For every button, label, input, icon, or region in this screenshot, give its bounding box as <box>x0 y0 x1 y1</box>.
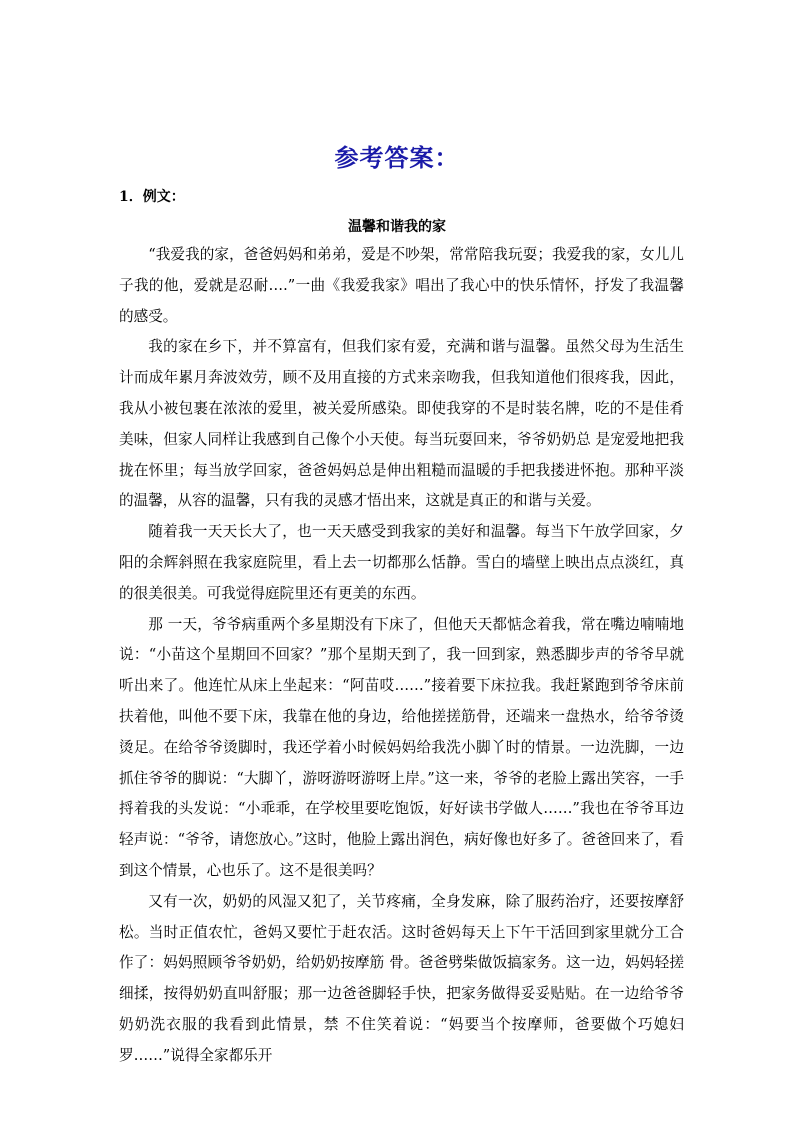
question-label: 1．例文： <box>119 189 185 205</box>
page-heading: 参考答案： <box>334 143 460 172</box>
paragraph: “我爱我的家，爸爸妈妈和弟弟，爱是不吵架，常常陪我玩耍；我爱我的家，女儿儿子我的他，爱就是忍耐….”一曲《我爱我家》唱出了我心中的快乐情怀，抒发了我温馨的感受。 <box>119 246 684 325</box>
paragraph: 又有一次，奶奶的风湿又犯了，关节疼痛，全身发麻，除了服药治疗，还要按摩舒松。当时正值农忙，爸妈又要忙于赶农活。这时爸妈每天上下午干活回到家里就分工合作了：妈妈照顾爷爷奶奶，给奶奶按摩筋 骨。爸爸劈柴做饭搞家务。这一边，妈妈轻搓细揉，按得奶奶直叫舒服；那一边爸爸脚轻手快，把家务做得妥妥贴贴。在一边给爷爷奶奶洗衣服的我看到此情景，禁 不住笑着说：“妈要当个按摩师，爸要做个巧媳妇罗……”说得全家都乐开 <box>119 892 684 1064</box>
paragraph: 那 一天，爷爷病重两个多星期没有下床了，但他天天都惦念着我，常在嘴边喃喃地说：“小苗这个星期回不回家？”那个星期天到了，我一回到家，熟悉脚步声的爷爷早就听出来了。他连忙从床上坐起来：“阿苗哎……”接着要下床拉我。我赶紧跑到爷爷床前扶着他，叫他不要下床，我靠在他的身边，给他搓搓筋骨，还端来一盘热水，给爷爷烫烫足。在给爷爷烫脚时，我还学着小时候妈妈给我洗小脚丫时的情景。一边洗脚，一边抓住爷爷的脚说：“大脚丫，游呀游呀游呀上岸。”这一来，爷爷的老脸上露出笑容，一手捋着我的头发说：“小乖乖，在学校里要吃饱饭，好好读书学做人……”我也在爷爷耳边轻声说：“爷爷，请您放心。”这时，他脸上露出润色，病好像也好多了。爸爸回来了，看到这个情景，心也乐了。这不是很美吗？ <box>119 615 684 879</box>
paragraph: 我的家在乡下，并不算富有，但我们家有爱，充满和谐与温馨。虽然父母为生活生计而成年累月奔波效劳，顾不及用直接的方式来亲吻我，但我知道他们很疼我，因此，我从小被包裹在浓浓的爱里，被关爱所感染。即使我穿的不是时装名牌，吃的不是佳肴美味，但家人同样让我感到自己像个小天使。每当玩耍回来，爷爷奶奶总 是宠爱地把我拢在怀里；每当放学回家，爸爸妈妈总是伸出粗糙而温暖的手把我搂进怀抱。那种平淡的温馨，从容的温馨，只有我的灵感才悟出来，这就是真正的和谐与关爱。 <box>119 338 684 510</box>
paragraph: 随着我一天天长大了，也一天天感受到我家的美好和温馨。每当下午放学回家，夕阳的余辉斜照在我家庭院里，看上去一切都那么恬静。雪白的墙壁上映出点点淡红，真的很美很美。可我觉得庭院里还有更美的东西。 <box>119 523 684 602</box>
essay-body <box>119 240 684 1072</box>
essay-title: 温馨和谐我的家 <box>348 219 446 235</box>
